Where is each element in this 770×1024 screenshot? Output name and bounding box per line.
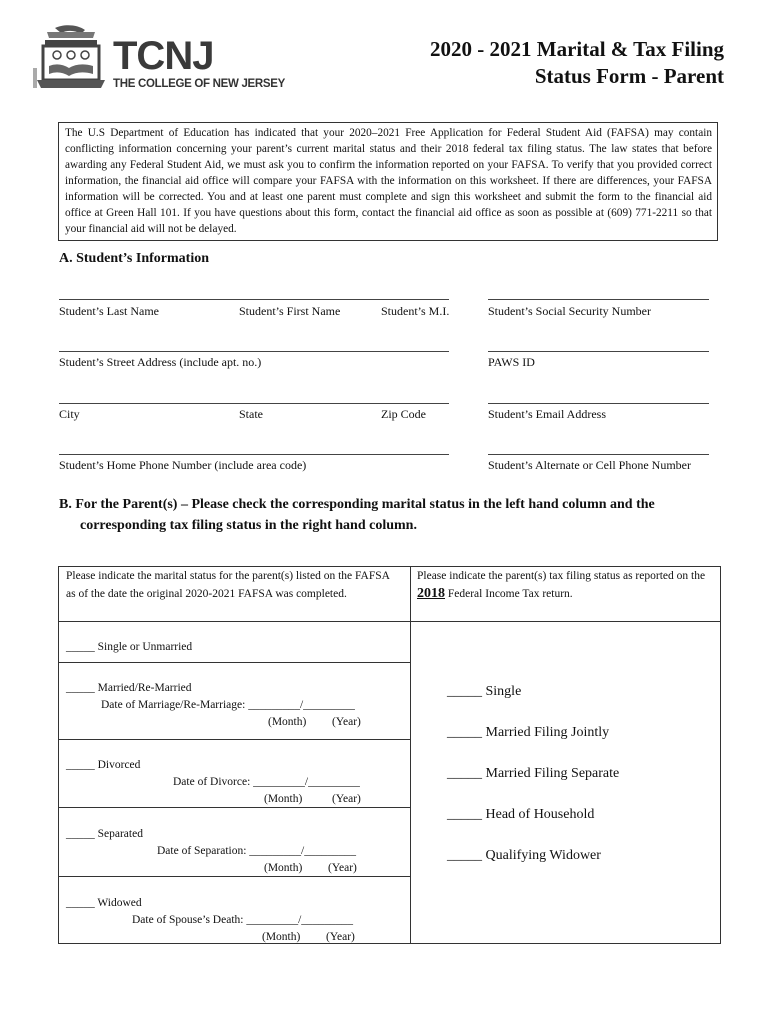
page-title (430, 36, 724, 90)
row-divider (59, 662, 410, 663)
death-date-row (132, 911, 353, 929)
paws-line[interactable] (488, 351, 709, 352)
section-b-line-2: corresponding tax filing status in the right hand column. (80, 518, 417, 533)
header-divider (59, 621, 720, 622)
divorce-year-label: (Year) (332, 793, 361, 805)
death-date-field[interactable]: _________/_________ (246, 914, 354, 926)
death-date-label: Date of Spouse’s Death: (132, 914, 244, 926)
separated-option[interactable]: _____ Separated (66, 828, 143, 840)
marriage-date-row (101, 696, 355, 714)
title-line-2: Status Form - Parent (534, 64, 724, 88)
marriage-date-label: Date of Marriage/Re-Marriage: (101, 699, 246, 711)
separation-date-label: Date of Separation: (157, 845, 247, 857)
death-month-label: (Month) (262, 931, 301, 943)
row-divider (59, 876, 410, 877)
ssn-line[interactable] (488, 299, 709, 300)
divorce-date-label: Date of Divorce: (173, 776, 251, 788)
marital-header: Please indicate the marital status for the parent(s) listed on the FAFSA as of the date the original 2020-2021 FAFSA was completed. (66, 570, 390, 600)
marriage-month-label: (Month) (268, 716, 307, 728)
section-b-heading (59, 494, 729, 536)
street-line[interactable] (59, 351, 449, 352)
city-label: City (59, 407, 80, 421)
tax-joint-option[interactable]: _____ Married Filing Jointly (447, 725, 610, 740)
logo-wordmark: TCNJ (113, 34, 214, 78)
tax-header-pre: Please indicate the parent(s) tax filing status as reported on the (417, 570, 706, 582)
death-year-label: (Year) (326, 931, 355, 943)
separation-date-row (157, 842, 356, 860)
name-line[interactable] (59, 299, 449, 300)
column-divider (410, 567, 411, 943)
widowed-option[interactable]: _____ Widowed (66, 897, 142, 909)
paws-label: PAWS ID (488, 355, 535, 369)
tax-separate-option[interactable]: _____ Married Filing Separate (447, 766, 620, 781)
divorce-month-label: (Month) (264, 793, 303, 805)
city-line[interactable] (59, 403, 449, 404)
title-line-1: 2020 - 2021 Marital & Tax Filing (430, 37, 724, 61)
tax-header (417, 567, 722, 603)
alt-phone-label: Student’s Alternate or Cell Phone Number (488, 458, 691, 472)
divorce-date-row (173, 773, 360, 791)
married-option[interactable]: _____ Married/Re-Married (66, 682, 192, 694)
single-unmarried-option[interactable]: _____ Single or Unmarried (66, 641, 193, 653)
tcnj-logo (33, 24, 298, 99)
row-divider (59, 739, 410, 740)
intro-paragraph: The U.S Department of Education has indicated that your 2020–2021 Free Application for Federal Student Aid (FAFSA) may contain conflicting information concerning your parent’s current marital status and their 2018 federal tax filing status. The law states that before awarding any Federal Student Aid, we must ask you to confirm the information reported on your FAFSA. To verify that you provided correct information, the financial aid office will compare your FAFSA with the information on this worksheet. If there are differences, your FAFSA information will be corrected. You and at least one parent must complete and sign this worksheet and submit the form to the financial aid office at Green Hall 101. If you have questions about this form, contact the financial aid office as soon as possible at (609) 771-2211 so that your financial aid will not be delayed. (58, 122, 718, 241)
email-line[interactable] (488, 403, 709, 404)
tax-header-post: Federal Income Tax return. (447, 588, 573, 600)
separation-date-field[interactable]: _________/_________ (249, 845, 356, 857)
divorce-date-field[interactable]: _________/_________ (253, 776, 360, 788)
tax-year: 2018 (417, 586, 445, 601)
last-name-label: Student’s Last Name (59, 304, 159, 318)
ssn-label: Student’s Social Security Number (488, 304, 651, 318)
home-phone-label: Student’s Home Phone Number (include area code) (59, 458, 307, 472)
status-table (58, 566, 721, 944)
tax-head-option[interactable]: _____ Head of Household (447, 807, 595, 822)
state-label: State (239, 407, 263, 421)
mi-label: Student’s M.I. (381, 304, 450, 318)
logo-subtitle: THE COLLEGE OF NEW JERSEY (113, 78, 286, 90)
separation-year-label: (Year) (328, 862, 357, 874)
section-b-line-1: B. For the Parent(s) – Please check the corresponding marital status in the left hand column and the (59, 497, 655, 512)
tax-single-option[interactable]: _____ Single (447, 684, 522, 699)
street-label: Student’s Street Address (include apt. no.) (59, 355, 262, 369)
email-label: Student’s Email Address (488, 407, 606, 421)
zip-label: Zip Code (381, 407, 426, 421)
alt-phone-line[interactable] (488, 454, 709, 455)
marriage-year-label: (Year) (332, 716, 361, 728)
tax-widower-option[interactable]: _____ Qualifying Widower (447, 848, 601, 863)
first-name-label: Student’s First Name (239, 304, 341, 318)
home-phone-line[interactable] (59, 454, 449, 455)
divorced-option[interactable]: _____ Divorced (66, 759, 141, 771)
section-a-heading: A. Student’s Information (59, 251, 209, 266)
separation-month-label: (Month) (264, 862, 303, 874)
marriage-date-field[interactable]: _________/_________ (248, 699, 355, 711)
